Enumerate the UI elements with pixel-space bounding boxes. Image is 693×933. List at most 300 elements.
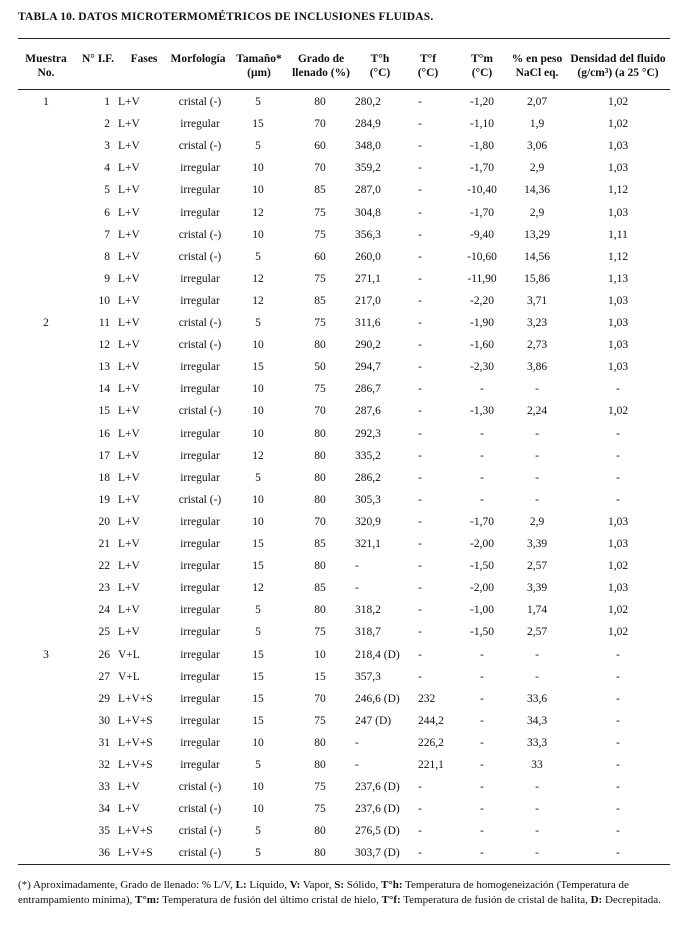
cell-num-if: 27 [98, 670, 110, 683]
cell-th: 246,6 (D) [355, 692, 400, 705]
cell-th: 287,6 [355, 405, 381, 418]
cell-llenado: 80 [314, 825, 326, 838]
cell-tm: - [480, 714, 484, 727]
cell-th: 303,7 (D) [355, 847, 400, 860]
cell-tf: - [418, 626, 422, 639]
cell-llenado: 80 [314, 339, 326, 352]
cell-morfologia: irregular [180, 361, 220, 374]
cell-llenado: 85 [314, 184, 326, 197]
cell-tf: - [418, 449, 422, 462]
cell-num-if: 15 [98, 405, 110, 418]
header-rule [18, 89, 670, 90]
cell-nacl: - [535, 383, 539, 396]
cell-densidad: 1,03 [607, 582, 629, 595]
cell-th: 318,2 [355, 604, 381, 617]
cell-llenado: 75 [314, 714, 326, 727]
cell-num-if: 20 [98, 515, 110, 528]
cell-llenado: 75 [314, 317, 326, 329]
cell-tf: - [418, 405, 422, 418]
cell-th: - [355, 759, 359, 771]
cell-morfologia: cristal (-) [178, 493, 222, 506]
cell-nacl: - [535, 670, 539, 683]
cell-densidad: - [616, 449, 620, 462]
column-header-morfologia: Morfología [170, 53, 226, 65]
cell-tf: - [418, 162, 422, 175]
cell-nacl: - [535, 427, 539, 440]
cell-llenado: 80 [314, 560, 326, 573]
cell-tf: - [418, 383, 422, 396]
cell-th: 292,3 [355, 427, 381, 440]
cell-num-if: 19 [98, 493, 110, 506]
cell-densidad: - [616, 803, 620, 816]
cell-th: 318,7 [355, 626, 381, 639]
cell-tf: - [418, 427, 422, 440]
cell-fases: L+V [118, 427, 140, 440]
footnote-text: Temperatura de fusión del último cristal de hielo, [159, 894, 382, 906]
cell-tm: - [480, 825, 484, 838]
cell-th: 290,2 [355, 339, 381, 352]
cell-th: 294,7 [355, 361, 381, 374]
cell-llenado: 75 [314, 206, 326, 219]
cell-llenado: 50 [314, 361, 326, 374]
cell-tm: - [480, 493, 484, 506]
cell-tamano: 5 [255, 626, 261, 639]
column-header-fases: Fases [130, 53, 158, 65]
cell-fases: L+V [118, 118, 140, 131]
cell-densidad: 1,03 [607, 162, 629, 175]
cell-llenado: 75 [314, 626, 326, 639]
cell-tamano: 12 [252, 582, 264, 595]
cell-llenado: 70 [314, 405, 326, 418]
cell-morfologia: cristal (-) [178, 781, 222, 794]
cell-fases: L+V [118, 272, 140, 285]
cell-densidad: - [616, 825, 620, 838]
table-footnote [18, 878, 672, 908]
cell-tm: -1,30 [470, 405, 494, 418]
cell-fases: L+V+S [118, 847, 153, 860]
cell-th: 359,2 [355, 162, 381, 175]
cell-tf: - [418, 471, 422, 484]
column-header-llenado: Grado de llenado (%) [292, 53, 350, 79]
cell-num-if: 31 [98, 736, 110, 749]
cell-th: 237,6 (D) [355, 803, 400, 816]
cell-tm: - [480, 648, 484, 661]
cell-tm: -1,50 [470, 560, 494, 573]
cell-fases: L+V [118, 317, 140, 329]
cell-densidad: - [616, 759, 620, 771]
cell-densidad: 1,02 [607, 405, 629, 418]
cell-nacl: 3,71 [526, 294, 548, 307]
cell-nacl: - [535, 847, 539, 860]
cell-tf: - [418, 781, 422, 794]
cell-tamano: 10 [252, 493, 264, 506]
cell-densidad: 1,03 [607, 140, 629, 153]
cell-tm: -9,40 [470, 228, 494, 241]
cell-nacl: 33,6 [526, 692, 548, 705]
cell-fases: L+V [118, 405, 140, 418]
cell-nacl: 15,86 [524, 272, 550, 285]
cell-num-if: 14 [98, 383, 110, 396]
cell-fases: L+V [118, 184, 140, 197]
cell-tm: - [480, 781, 484, 794]
cell-llenado: 60 [314, 140, 326, 153]
cell-densidad: 1,03 [607, 339, 629, 352]
cell-tamano: 15 [252, 670, 264, 683]
cell-tm: - [480, 670, 484, 683]
cell-nacl: 14,56 [524, 250, 550, 263]
cell-fases: L+V [118, 140, 140, 153]
cell-morfologia: cristal (-) [178, 825, 222, 838]
cell-tamano: 15 [252, 538, 264, 550]
cell-densidad: 1,03 [607, 515, 629, 528]
cell-tf: - [418, 272, 422, 285]
cell-num-if: 32 [98, 759, 110, 771]
cell-fases: L+V [118, 538, 140, 550]
cell-llenado: 75 [314, 803, 326, 816]
cell-tf: - [418, 294, 422, 307]
cell-tf: 226,2 [418, 736, 444, 749]
cell-tamano: 5 [255, 140, 261, 153]
cell-fases: L+V [118, 162, 140, 175]
cell-densidad: 1,13 [607, 272, 629, 285]
cell-th: 276,5 (D) [355, 825, 400, 838]
cell-nacl: 2,9 [529, 515, 545, 528]
cell-densidad: 1,02 [607, 626, 629, 639]
cell-th: 280,2 [355, 96, 381, 108]
cell-llenado: 70 [314, 118, 326, 131]
cell-num-if: 3 [104, 140, 110, 153]
cell-num-if: 16 [98, 427, 110, 440]
cell-tamano: 5 [255, 759, 261, 771]
column-header-nacl: % en peso NaCl eq. [511, 53, 563, 79]
cell-num-if: 26 [98, 648, 110, 661]
cell-tm: -1,60 [470, 339, 494, 352]
cell-num-if: 12 [98, 339, 110, 352]
cell-fases: L+V [118, 383, 140, 396]
cell-nacl: - [535, 493, 539, 506]
cell-nacl: 3,86 [526, 361, 548, 374]
cell-densidad: 1,03 [607, 206, 629, 219]
cell-nacl: 2,73 [526, 339, 548, 352]
cell-llenado: 85 [314, 294, 326, 307]
cell-llenado: 75 [314, 272, 326, 285]
cell-densidad: - [616, 471, 620, 484]
cell-fases: L+V [118, 582, 140, 595]
cell-nacl: - [535, 781, 539, 794]
cell-morfologia: cristal (-) [178, 317, 222, 329]
cell-fases: L+V+S [118, 825, 153, 838]
cell-th: 348,0 [355, 140, 381, 153]
column-header-th: T°h (°C) [369, 53, 391, 79]
footnote-text: Vapor, [300, 879, 335, 891]
cell-nacl: - [535, 648, 539, 661]
cell-num-if: 9 [104, 272, 110, 285]
cell-densidad: - [616, 714, 620, 727]
cell-fases: L+V [118, 626, 140, 639]
footnote-term: S: [334, 879, 344, 891]
cell-tm: - [480, 692, 484, 705]
cell-nacl: - [535, 471, 539, 484]
cell-num-if: 25 [98, 626, 110, 639]
cell-num-if: 24 [98, 604, 110, 617]
cell-num-if: 8 [104, 250, 110, 263]
cell-tamano: 10 [252, 405, 264, 418]
cell-tamano: 10 [252, 162, 264, 175]
cell-nacl: 14,36 [524, 184, 550, 197]
cell-tamano: 15 [252, 692, 264, 705]
cell-llenado: 70 [314, 515, 326, 528]
cell-tamano: 10 [252, 515, 264, 528]
cell-fases: L+V [118, 250, 140, 263]
cell-llenado: 85 [314, 538, 326, 550]
footnote-term: T°h: [380, 879, 403, 891]
cell-morfologia: irregular [180, 206, 220, 219]
cell-tf: 221,1 [418, 759, 444, 771]
cell-th: 356,3 [355, 228, 381, 241]
cell-tf: - [418, 118, 422, 131]
cell-morfologia: cristal (-) [178, 228, 222, 241]
cell-morfologia: irregular [180, 736, 220, 749]
cell-morfologia: irregular [180, 118, 220, 131]
cell-num-if: 11 [98, 317, 110, 329]
cell-morfologia: irregular [180, 648, 220, 661]
cell-densidad: - [616, 781, 620, 794]
cell-morfologia: irregular [180, 582, 220, 595]
cell-tm: - [480, 427, 484, 440]
cell-tf: 232 [418, 692, 436, 705]
cell-fases: L+V [118, 515, 140, 528]
cell-nacl: 1,74 [526, 604, 548, 617]
cell-llenado: 75 [314, 781, 326, 794]
cell-num-if: 5 [104, 184, 110, 197]
cell-th: 237,6 (D) [355, 781, 400, 794]
cell-th: 335,2 [355, 449, 381, 462]
cell-tamano: 10 [252, 228, 264, 241]
cell-th: 286,7 [355, 383, 381, 396]
cell-nacl: 33 [531, 759, 543, 771]
cell-nacl: 3,39 [526, 582, 548, 595]
footnote-text: Temperatura de homogeneización (Temperatura de entrampamiento mínima), [18, 879, 629, 906]
cell-fases: L+V [118, 560, 140, 573]
cell-tamano: 10 [252, 736, 264, 749]
cell-morfologia: irregular [180, 759, 220, 771]
cell-morfologia: cristal (-) [178, 339, 222, 352]
cell-tamano: 10 [252, 184, 264, 197]
cell-tf: - [418, 515, 422, 528]
cell-tf: - [418, 560, 422, 573]
cell-tamano: 15 [252, 361, 264, 374]
cell-densidad: - [616, 736, 620, 749]
cell-densidad: - [616, 427, 620, 440]
cell-fases: L+V [118, 294, 140, 307]
cell-densidad: - [616, 670, 620, 683]
cell-tm: -1,80 [470, 140, 494, 153]
cell-tamano: 12 [252, 272, 264, 285]
cell-llenado: 75 [314, 228, 326, 241]
cell-th: - [355, 736, 359, 749]
top-rule [18, 38, 670, 39]
bottom-rule [18, 864, 670, 865]
cell-fases: V+L [118, 670, 140, 683]
cell-tf: - [418, 493, 422, 506]
cell-tf: - [418, 582, 422, 595]
cell-densidad: 1,02 [607, 96, 629, 108]
cell-tamano: 15 [252, 714, 264, 727]
cell-num-if: 4 [104, 162, 110, 175]
cell-tm: - [480, 847, 484, 860]
cell-tm: -10,60 [467, 250, 497, 263]
cell-th: 357,3 [355, 670, 381, 683]
cell-num-if: 22 [98, 560, 110, 573]
cell-tamano: 10 [252, 803, 264, 816]
cell-tm: -11,90 [467, 272, 497, 285]
cell-num-if: 6 [104, 206, 110, 219]
cell-tf: - [418, 604, 422, 617]
cell-morfologia: cristal (-) [178, 96, 222, 108]
cell-tf: 244,2 [418, 714, 444, 727]
cell-nacl: - [535, 803, 539, 816]
cell-tamano: 5 [255, 471, 261, 484]
cell-nacl: 34,3 [526, 714, 548, 727]
cell-nacl: 33,3 [526, 736, 548, 749]
cell-morfologia: irregular [180, 560, 220, 573]
footnote-text: Líquido, [246, 879, 290, 891]
footnote-term: T°f: [381, 894, 401, 906]
cell-tm: - [480, 736, 484, 749]
cell-th: 320,9 [355, 515, 381, 528]
cell-th: 304,8 [355, 206, 381, 219]
footnote-term: D: [590, 894, 603, 906]
cell-fases: L+V [118, 96, 140, 108]
cell-tm: -1,20 [470, 96, 494, 108]
cell-fases: L+V [118, 449, 140, 462]
cell-th: 217,0 [355, 294, 381, 307]
cell-densidad: 1,03 [607, 538, 629, 550]
cell-tamano: 5 [255, 96, 261, 108]
cell-tamano: 10 [252, 781, 264, 794]
cell-nacl: 2,57 [526, 626, 548, 639]
cell-morfologia: irregular [180, 604, 220, 617]
cell-tf: - [418, 96, 422, 108]
cell-morfologia: irregular [180, 449, 220, 462]
cell-th: 305,3 [355, 493, 381, 506]
cell-morfologia: cristal (-) [178, 803, 222, 816]
cell-num-if: 30 [98, 714, 110, 727]
cell-fases: V+L [118, 648, 140, 661]
cell-num-if: 2 [104, 118, 110, 131]
cell-nacl: 2,57 [526, 560, 548, 573]
cell-th: - [355, 560, 359, 573]
cell-densidad: 1,03 [607, 361, 629, 374]
cell-tamano: 10 [252, 339, 264, 352]
cell-nacl: - [535, 825, 539, 838]
cell-nacl: 3,23 [526, 317, 548, 329]
cell-fases: L+V+S [118, 736, 153, 749]
cell-nacl: 3,06 [526, 140, 548, 153]
cell-tf: - [418, 648, 422, 661]
cell-densidad: 1,12 [607, 184, 629, 197]
cell-fases: L+V+S [118, 714, 153, 727]
cell-morfologia: irregular [180, 714, 220, 727]
cell-num-if: 17 [98, 449, 110, 462]
cell-llenado: 80 [314, 847, 326, 860]
cell-densidad: 1,11 [608, 228, 628, 241]
footnote-term: V: [289, 879, 301, 891]
cell-tm: -1,70 [470, 206, 494, 219]
cell-num-if: 29 [98, 692, 110, 705]
cell-tf: - [418, 847, 422, 860]
cell-llenado: 80 [314, 759, 326, 771]
cell-fases: L+V+S [118, 692, 153, 705]
cell-nacl: 2,9 [529, 206, 545, 219]
cell-llenado: 60 [314, 250, 326, 263]
cell-fases: L+V [118, 361, 140, 374]
cell-fases: L+V [118, 206, 140, 219]
column-header-num-if: N° I.F. [82, 53, 114, 65]
cell-tm: - [480, 759, 484, 771]
footnote-term: T°m: [135, 894, 160, 906]
cell-th: 271,1 [355, 272, 381, 285]
cell-nacl: 13,29 [524, 228, 550, 241]
cell-tamano: 12 [252, 206, 264, 219]
cell-fases: L+V [118, 493, 140, 506]
cell-th: - [355, 582, 359, 595]
cell-densidad: 1,03 [607, 294, 629, 307]
cell-th: 247 (D) [355, 714, 392, 727]
cell-tf: - [418, 670, 422, 683]
cell-tm: -2,00 [470, 538, 494, 550]
cell-llenado: 70 [314, 692, 326, 705]
cell-nacl: 3,39 [526, 538, 548, 550]
cell-tm: -10,40 [467, 184, 497, 197]
column-header-tm: T°m (°C) [471, 53, 493, 79]
cell-llenado: 80 [314, 471, 326, 484]
cell-morfologia: irregular [180, 383, 220, 396]
cell-densidad: 1,12 [607, 250, 629, 263]
cell-morfologia: irregular [180, 471, 220, 484]
cell-tm: -1,50 [470, 626, 494, 639]
cell-nacl: 2,9 [529, 162, 545, 175]
cell-tf: - [418, 250, 422, 263]
cell-nacl: 2,24 [526, 405, 548, 418]
cell-llenado: 70 [314, 162, 326, 175]
cell-llenado: 80 [314, 493, 326, 506]
cell-tm: - [480, 803, 484, 816]
cell-fases: L+V [118, 604, 140, 617]
cell-tamano: 15 [252, 118, 264, 131]
cell-tm: - [480, 471, 484, 484]
cell-tf: - [418, 317, 422, 329]
cell-llenado: 80 [314, 96, 326, 108]
cell-morfologia: irregular [180, 692, 220, 705]
cell-tm: -1,90 [470, 317, 494, 329]
cell-llenado: 10 [314, 648, 326, 661]
cell-tm: -1,10 [470, 118, 494, 131]
cell-tm: - [480, 449, 484, 462]
cell-densidad: - [616, 493, 620, 506]
cell-num-if: 23 [98, 582, 110, 595]
footnote-text: Decrepitada. [602, 894, 661, 906]
cell-morfologia: irregular [180, 272, 220, 285]
cell-llenado: 15 [314, 670, 326, 683]
cell-th: 260,0 [355, 250, 381, 263]
cell-th: 218,4 (D) [355, 648, 400, 661]
cell-morfologia: cristal (-) [178, 847, 222, 860]
cell-fases: L+V [118, 803, 140, 816]
cell-tm: -2,20 [470, 294, 494, 307]
cell-tamano: 10 [252, 427, 264, 440]
cell-densidad: - [616, 847, 620, 860]
